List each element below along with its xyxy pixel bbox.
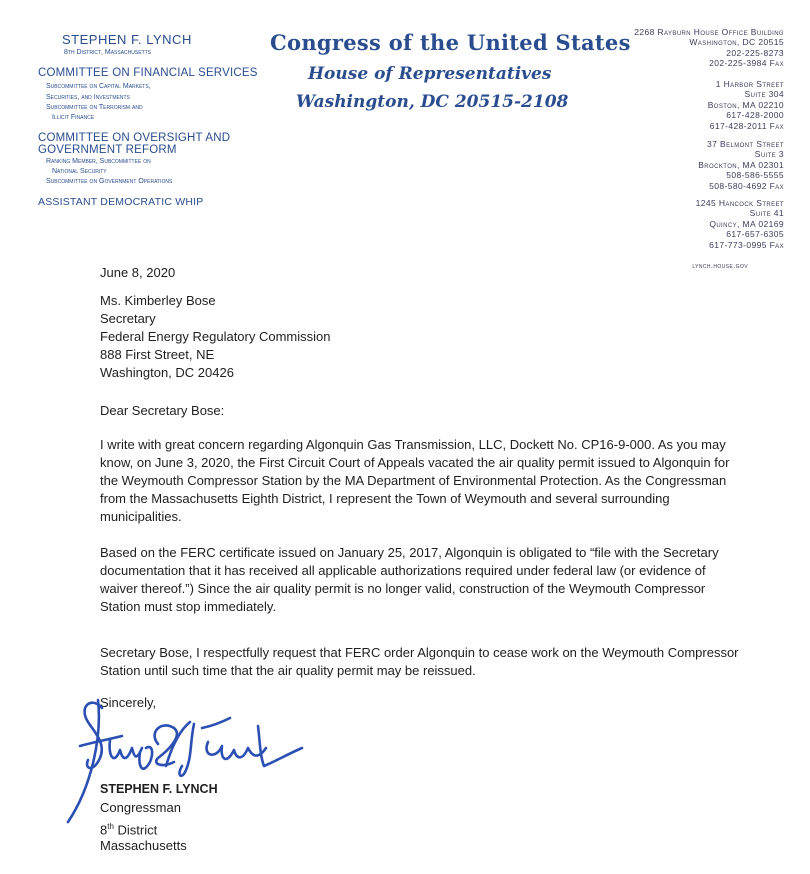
office-line: Washington, DC 20515 (689, 37, 784, 48)
office-line: 202-225-8273 (726, 47, 784, 58)
office-brockton (698, 139, 784, 191)
subcommittee-line: National Security (52, 168, 107, 175)
office-line: 617-428-2011 Fax (709, 120, 784, 131)
recipient-line: Federal Energy Regulatory Commission (100, 329, 331, 344)
house-title: House of Representatives (308, 64, 552, 84)
subcommittee-line: Subcommittee on Capital Markets, (46, 83, 151, 90)
committee-oversight-line2: GOVERNMENT REFORM (38, 144, 177, 156)
subcommittee-line: Ranking Member, Subcommittee on (46, 158, 151, 165)
paragraph-3: Secretary Bose, I respectfully request that FERC order Algonquin to cease work on the Weymouth Compressor Station until such time that the air quality permit may be reissued. (100, 645, 739, 678)
signer-state: Massachusetts (100, 838, 187, 853)
office-line: 617-773-0995 Fax (709, 239, 784, 250)
recipient-line: 888 First Street, NE (100, 347, 215, 362)
office-line: Suite 41 (749, 208, 784, 219)
office-line: Brockton, MA 02301 (698, 159, 784, 170)
signer-title: Congressman (100, 800, 181, 815)
office-line: 617-657-6305 (726, 229, 784, 240)
letter-date: June 8, 2020 (100, 265, 176, 280)
subcommittee-line: Illicit Finance (52, 114, 95, 121)
office-line: 2268 Rayburn House Office Building (634, 27, 784, 37)
signer-name: STEPHEN F. LYNCH (100, 782, 218, 796)
office-line: Quincy, MA 02169 (709, 218, 784, 229)
salutation: Dear Secretary Bose: (100, 403, 225, 418)
recipient-address (100, 292, 330, 382)
office-line: 508-586-5555 (726, 170, 784, 181)
recipient-line: Secretary (100, 311, 156, 326)
member-name-header: STEPHEN F. LYNCH (62, 32, 192, 47)
office-line: 1 Harbor Street (715, 79, 784, 89)
website: lynch.house.gov (692, 261, 748, 270)
office-line: 202-225-3984 Fax (709, 58, 784, 69)
paragraph-1: I write with great concern regarding Algonquin Gas Transmission, LLC, Dockett No. CP16-9-000. As you may know, on June 3, 2020, the First Circuit Court of Appeals vacated the air quality permit issued to Algonquin for the Weymouth Compressor Station by the MA Department of Environmental Protection. As the Congressman from the Massachusetts Eighth District, I represent the Town of Weymouth and several surrounding municipalities. (100, 437, 730, 524)
subcommittee-line: Subcommittee on Government Operations (46, 178, 173, 185)
recipient-line: Ms. Kimberley Bose (100, 293, 216, 308)
district-word: District (117, 822, 158, 838)
committee-oversight: COMMITTEE ON OVERSIGHT AND (38, 132, 231, 144)
office-washington (634, 27, 784, 69)
subcommittee-line: Securities, and Investments (46, 94, 130, 101)
member-district-header: 8th District, Massachusetts (64, 49, 152, 56)
washington-address: Washington, DC 20515-2108 (296, 92, 569, 112)
committee-financial-services: COMMITTEE ON FINANCIAL SERVICES (38, 67, 258, 79)
office-line: Boston, MA 02210 (707, 99, 784, 110)
office-boston (708, 79, 784, 131)
district-ordinal-suffix: th (107, 822, 114, 831)
assistant-whip: ASSISTANT DEMOCRATIC WHIP (38, 196, 204, 208)
subcommittee-line: Subcommittee on Terrorism and (46, 104, 143, 111)
district-number: 8 (100, 822, 108, 838)
congress-title: Congress of the United States (270, 30, 631, 55)
office-line: 1245 Hancock Street (695, 198, 784, 208)
office-line: Suite 3 (754, 149, 784, 160)
office-quincy (696, 198, 784, 250)
paragraph-2: Based on the FERC certificate issued on January 25, 2017, Algonquin is obligated to “file with the Secretary documentation that it has received all applicable authorizations required under federal law (or evidence of waiver thereof.”) Since the air quality permit is no longer valid, construction of the Weymouth Compressor Station must stop immediately. (100, 545, 719, 614)
office-line: Suite 304 (744, 89, 784, 100)
office-line: 617-428-2000 (726, 110, 784, 121)
recipient-line: Washington, DC 20426 (100, 365, 234, 380)
office-line: 37 Belmont Street (707, 139, 784, 149)
office-line: 508-580-4692 Fax (709, 180, 784, 191)
closing: Sincerely, (100, 695, 157, 710)
